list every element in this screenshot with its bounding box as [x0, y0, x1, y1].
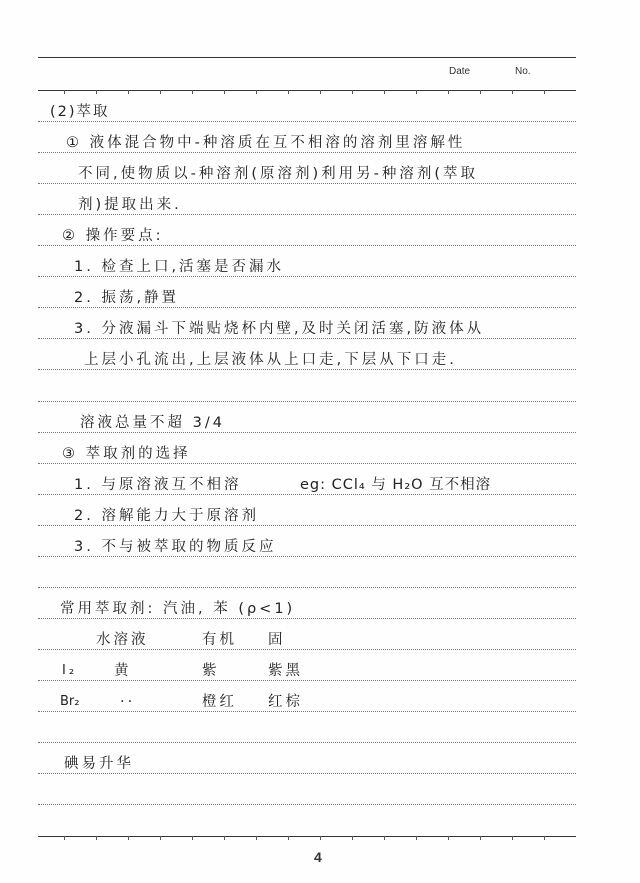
operation-step-3-line-2: 上层小孔流出,上层液体从上口走,下层从下口走. — [84, 352, 457, 368]
number-label: No. — [515, 66, 531, 77]
color-table-bromine-organic: 橙红 — [202, 694, 237, 710]
color-table-row-label-bromine: Br₂ — [60, 694, 80, 709]
operation-points-title: ② 操作要点: — [62, 228, 164, 244]
top-rule — [38, 57, 576, 58]
page-number: 4 — [314, 849, 322, 865]
color-table-header-aqueous: 水溶液 — [96, 632, 149, 648]
definition-line-1: ① 液体混合物中-种溶质在互不相溶的溶剂里溶解性 — [66, 135, 466, 151]
definition-line-3: 剂)提取出来. — [78, 197, 182, 213]
selection-requirement-1-example: eg: CCl₄ 与 H₂O 互不相溶 — [300, 477, 492, 493]
ruled-line — [38, 649, 576, 650]
ruled-line — [38, 525, 576, 526]
ruled-line — [38, 494, 576, 495]
color-table-bromine-aqueous: ·· — [120, 694, 136, 710]
color-table-iodine-organic: 紫 — [202, 663, 220, 679]
ruled-line — [38, 338, 576, 339]
ruled-line — [38, 307, 576, 308]
color-table-iodine-aqueous: 黄 — [114, 663, 132, 679]
iodine-sublimation-note: 碘易升华 — [64, 756, 134, 772]
operation-step-1: 1. 检查上口,活塞是否漏水 — [74, 259, 285, 275]
common-extractants: 常用萃取剂: 汽油, 苯 (ρ<1) — [60, 601, 296, 617]
ruled-line — [38, 183, 576, 184]
ruled-line — [38, 369, 576, 370]
ruled-line — [38, 401, 576, 402]
ruled-line — [38, 245, 576, 246]
ruled-line — [38, 804, 576, 805]
ruled-line — [38, 276, 576, 277]
extractant-selection-title: ③ 萃取剂的选择 — [62, 446, 191, 462]
ruled-line — [38, 618, 576, 619]
volume-note: 溶液总量不超 3/4 — [80, 415, 225, 431]
ruled-line — [38, 463, 576, 464]
selection-requirement-3: 3. 不与被萃取的物质反应 — [74, 539, 277, 555]
ruled-line — [38, 711, 576, 712]
selection-requirement-2: 2. 溶解能力大于原溶剂 — [74, 508, 259, 524]
ruled-line — [38, 742, 576, 743]
section-title: (2)萃取 — [50, 104, 110, 120]
definition-line-2: 不同,使物质以-种溶剂(原溶剂)利用另-种溶剂(萃取 — [78, 166, 479, 182]
ruled-line — [38, 773, 576, 774]
ruled-line — [38, 587, 576, 588]
color-table-header-solid: 固 — [268, 632, 286, 648]
color-table-row-label-iodine: I₂ — [62, 663, 78, 678]
ruled-line — [38, 152, 576, 153]
ruled-line — [38, 214, 576, 215]
color-table-header-organic: 有机 — [202, 632, 237, 648]
ruled-line — [38, 680, 576, 681]
operation-step-2: 2. 振荡,静置 — [74, 290, 180, 306]
header-rule-ticks — [38, 90, 576, 94]
ruled-line — [38, 121, 576, 122]
color-table-iodine-solid: 紫黑 — [268, 663, 303, 679]
bottom-rule-ticks — [38, 836, 576, 840]
operation-step-3-line-1: 3. 分液漏斗下端贴烧杯内壁,及时关闭活塞,防液体从 — [74, 321, 485, 337]
selection-requirement-1: 1. 与原溶液互不相溶 — [74, 477, 242, 493]
ruled-line — [38, 432, 576, 433]
color-table-bromine-solid: 红棕 — [268, 694, 303, 710]
ruled-line — [38, 556, 576, 557]
date-label: Date — [449, 66, 471, 77]
